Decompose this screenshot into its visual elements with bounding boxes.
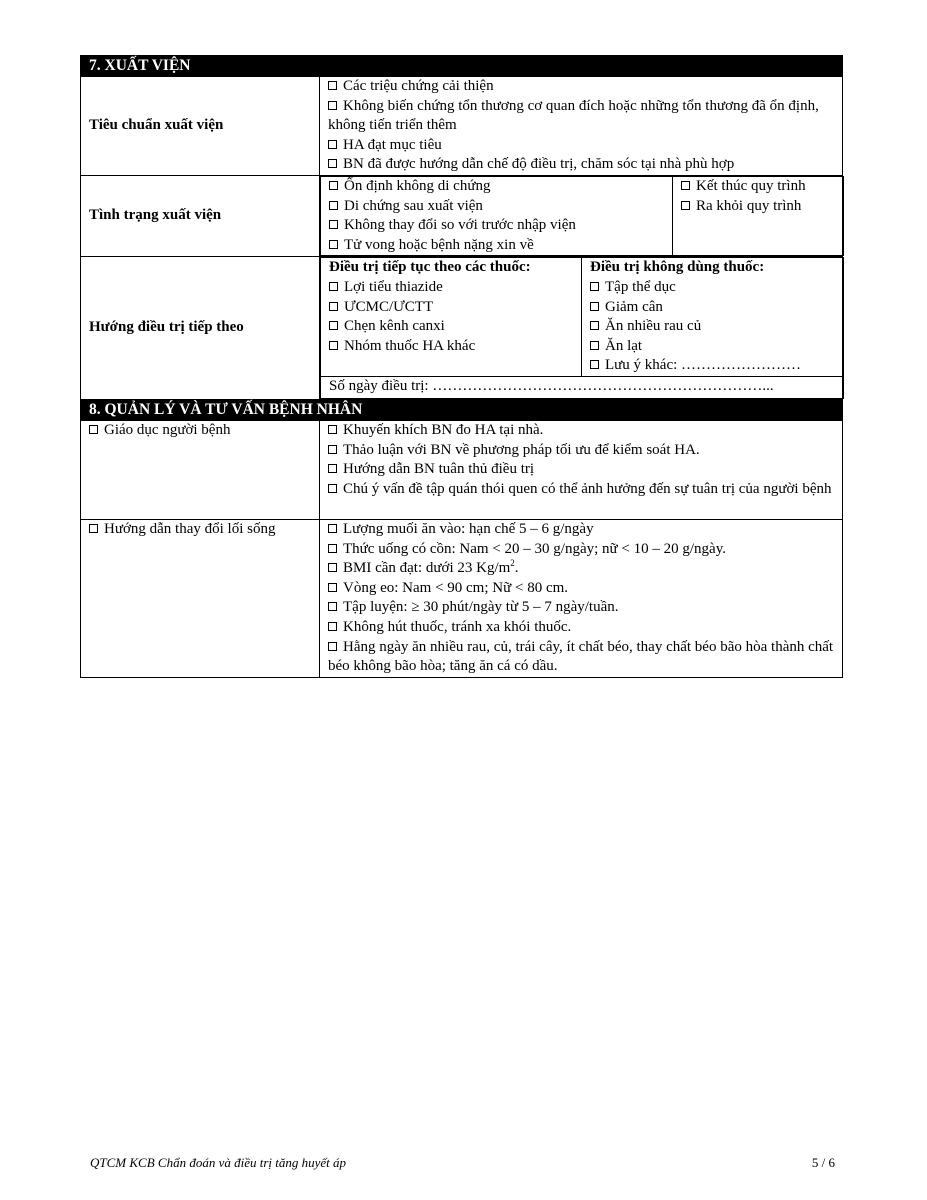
checkbox-icon[interactable]: [328, 583, 337, 592]
checkbox-icon[interactable]: [328, 101, 337, 110]
nondrug-option-5[interactable]: Lưu ý khác: ……………………: [590, 356, 835, 376]
checkbox-icon[interactable]: [590, 282, 599, 291]
education-option-3[interactable]: Hướng dẫn BN tuân thủ điều trị: [328, 460, 834, 480]
education-option-1[interactable]: Khuyến khích BN đo HA tại nhà.: [328, 421, 834, 441]
status-right-column: [673, 177, 844, 256]
checkbox-icon[interactable]: [328, 445, 337, 454]
checkbox-icon[interactable]: [328, 563, 337, 572]
checkbox-icon[interactable]: [328, 602, 337, 611]
treatment-days-field[interactable]: Số ngày điều trị: …………………………………………………………...: [321, 376, 844, 398]
checkbox-icon[interactable]: [89, 524, 98, 533]
checkbox-icon[interactable]: [328, 425, 337, 434]
checkbox-icon[interactable]: [328, 81, 337, 90]
nondrug-option-4[interactable]: Ăn lạt: [590, 337, 835, 357]
checkbox-icon[interactable]: [590, 321, 599, 330]
lifestyle-row: [81, 519, 843, 677]
discharge-status-row: [81, 176, 843, 257]
status-option-end-process[interactable]: Kết thúc quy trình: [681, 177, 835, 197]
checkbox-icon[interactable]: [328, 484, 337, 493]
checkbox-icon[interactable]: [328, 140, 337, 149]
discharge-status-options: [320, 176, 843, 257]
discharge-criteria-label: Tiêu chuẩn xuất viện: [81, 77, 320, 176]
checkbox-icon[interactable]: [329, 282, 338, 291]
checkbox-icon[interactable]: [328, 622, 337, 631]
checkbox-icon[interactable]: [89, 425, 98, 434]
nondrug-treatment-title: Điều trị không dùng thuốc:: [590, 259, 765, 276]
status-left-column: [321, 177, 673, 256]
checkbox-icon[interactable]: [328, 524, 337, 533]
checkbox-icon[interactable]: [328, 464, 337, 473]
checkbox-icon[interactable]: [329, 181, 338, 190]
section-8-title: 8. QUẢN LÝ VÀ TƯ VẤN BỆNH NHÂN: [81, 399, 843, 420]
drug-treatment-column: [321, 258, 582, 377]
criteria-option-2[interactable]: Không biến chứng tổn thương cơ quan đích hoặc những tổn thương đã ổn định, không tiến triển thêm: [328, 97, 819, 134]
education-option-2[interactable]: Thảo luận với BN về phương pháp tối ưu để kiểm soát HA.: [328, 441, 834, 461]
nondrug-treatment-column: [582, 258, 844, 377]
drug-treatment-title: Điều trị tiếp tục theo các thuốc:: [329, 259, 531, 276]
checkbox-icon[interactable]: [590, 360, 599, 369]
checkbox-icon[interactable]: [329, 302, 338, 311]
lifestyle-option-7[interactable]: Hằng ngày ăn nhiều rau, củ, trái cây, ít chất béo, thay chất béo bão hòa thành chất béo không bão hòa; tăng ăn cá có dầu.: [328, 638, 834, 675]
checkbox-icon[interactable]: [329, 240, 338, 249]
lifestyle-label[interactable]: Hướng dẫn thay đổi lối sống: [81, 519, 320, 677]
next-treatment-inner: [320, 257, 844, 399]
drug-option-2[interactable]: ƯCMC/ƯCTT: [329, 298, 573, 318]
checkbox-icon[interactable]: [329, 321, 338, 330]
drug-option-3[interactable]: Chẹn kênh canxi: [329, 317, 573, 337]
checkbox-icon[interactable]: [590, 341, 599, 350]
drug-option-1[interactable]: Lợi tiểu thiazide: [329, 278, 573, 298]
checkbox-icon[interactable]: [681, 201, 690, 210]
checkbox-icon[interactable]: [328, 544, 337, 553]
status-option-exit-process[interactable]: Ra khỏi quy trình: [681, 197, 835, 217]
criteria-option-1[interactable]: Các triệu chứng cải thiện: [328, 77, 834, 97]
section-8-header: [81, 399, 843, 420]
discharge-criteria-options: [320, 77, 843, 176]
discharge-status-inner: [320, 176, 844, 256]
nondrug-option-3[interactable]: Ăn nhiều rau củ: [590, 317, 835, 337]
page-content: [80, 55, 842, 678]
checkbox-icon[interactable]: [681, 181, 690, 190]
checkbox-icon[interactable]: [329, 201, 338, 210]
lifestyle-option-1[interactable]: Lượng muối ăn vào: hạn chế 5 – 6 g/ngày: [328, 520, 834, 540]
discharge-criteria-row: [81, 77, 843, 176]
lifestyle-option-4[interactable]: Vòng eo: Nam < 90 cm; Nữ < 80 cm.: [328, 579, 834, 599]
status-option-3[interactable]: Không thay đổi so với trước nhập viện: [329, 216, 664, 236]
status-option-1[interactable]: Ổn định không di chứng: [329, 177, 664, 197]
drug-option-4[interactable]: Nhóm thuốc HA khác: [329, 337, 573, 357]
lifestyle-option-5[interactable]: Tập luyện: ≥ 30 phút/ngày từ 5 – 7 ngày/tuần.: [328, 598, 834, 618]
next-treatment-row: [81, 257, 843, 400]
criteria-option-3[interactable]: HA đạt mục tiêu: [328, 136, 834, 156]
patient-education-label[interactable]: Giáo dục người bệnh: [81, 420, 320, 519]
status-option-4[interactable]: Tử vong hoặc bệnh nặng xin về: [329, 236, 664, 256]
section-7-title: 7. XUẤT VIỆN: [81, 56, 843, 77]
nondrug-option-2[interactable]: Giảm cân: [590, 298, 835, 318]
bmi-superscript: 2: [510, 558, 515, 569]
next-treatment-options: [320, 257, 843, 400]
lifestyle-options: [320, 519, 843, 677]
lifestyle-option-2[interactable]: Thức uống có cồn: Nam < 20 – 30 g/ngày; nữ < 10 – 20 g/ngày.: [328, 540, 834, 560]
checkbox-icon[interactable]: [328, 642, 337, 651]
discharge-form-table: [80, 55, 843, 678]
next-treatment-label: Hướng điều trị tiếp theo: [81, 257, 320, 400]
nondrug-option-1[interactable]: Tập thể dục: [590, 278, 835, 298]
patient-education-options: [320, 420, 843, 519]
footer-document-title: QTCM KCB Chẩn đoán và điều trị tăng huyết áp: [90, 1155, 347, 1170]
lifestyle-option-6[interactable]: Không hút thuốc, tránh xa khói thuốc.: [328, 618, 834, 638]
checkbox-icon[interactable]: [328, 159, 337, 168]
page-footer: [90, 1155, 835, 1171]
footer-page-number: 5 / 6: [811, 1155, 835, 1170]
discharge-status-label: Tình trạng xuất viện: [81, 176, 320, 257]
lifestyle-option-3[interactable]: BMI cần đạt: dưới 23 $Kg/m^2$.: [328, 559, 834, 579]
education-option-4[interactable]: Chú ý vấn đề tập quán thói quen có thể ảnh hưởng đến sự tuân trị của người bệnh: [328, 480, 834, 500]
checkbox-icon[interactable]: [329, 220, 338, 229]
patient-education-row: [81, 420, 843, 519]
section-7-header: [81, 56, 843, 77]
checkbox-icon[interactable]: [590, 302, 599, 311]
status-option-2[interactable]: Di chứng sau xuất viện: [329, 197, 664, 217]
checkbox-icon[interactable]: [329, 341, 338, 350]
criteria-option-4[interactable]: BN đã được hướng dẫn chế độ điều trị, chăm sóc tại nhà phù hợp: [328, 155, 834, 175]
